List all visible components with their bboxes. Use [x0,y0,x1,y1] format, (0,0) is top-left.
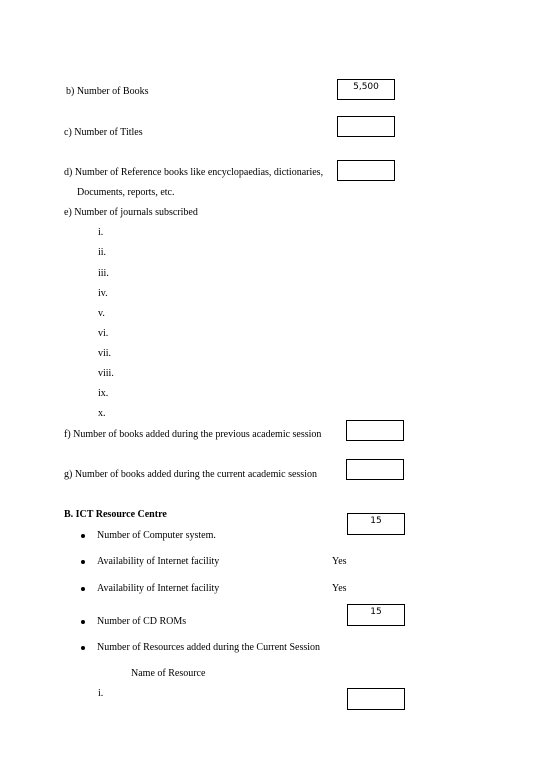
reference-label-line2: Documents, reports, etc. [77,187,175,198]
books-label: b) Number of Books [66,86,149,97]
resource-name-header: Name of Resource [131,668,206,679]
journal-item: viii. [98,368,114,379]
titles-label: c) Number of Titles [64,127,143,138]
bullet-icon [81,646,85,650]
journal-item: vi. [98,328,109,339]
resource-item-value-field[interactable] [347,688,405,710]
curr-session-value-field[interactable] [346,459,404,480]
prev-session-label: f) Number of books added during the previous academic session [64,429,322,440]
journal-item: v. [98,308,105,319]
journals-label: e) Number of journals subscribed [64,207,198,218]
journal-item: vii. [98,348,112,359]
internet-value-1: Yes [332,556,347,567]
journal-item: ix. [98,388,109,399]
journal-item: x. [98,408,106,419]
prev-session-value-field[interactable] [346,420,404,441]
journal-item: ii. [98,247,107,258]
cdroms-value-field[interactable]: 15 [347,604,405,626]
reference-label-line1: d) Number of Reference books like encyclopaedias, dictionaries, [64,167,324,178]
books-value-field[interactable]: 5,500 [337,79,395,100]
titles-value-field[interactable] [337,116,395,137]
resources-label: Number of Resources added during the Current Session [97,642,321,653]
bullet-icon [81,587,85,591]
internet-label-2: Availability of Internet facility [97,583,220,594]
ict-section-heading: B. ICT Resource Centre [64,509,167,520]
computers-value-field[interactable]: 15 [347,513,405,535]
internet-label-1: Availability of Internet facility [97,556,220,567]
journal-item: i. [98,227,104,238]
bullet-icon [81,534,85,538]
cdroms-label: Number of CD ROMs [97,616,187,627]
journal-item: iv. [98,288,108,299]
journal-item: iii. [98,268,109,279]
bullet-icon [81,620,85,624]
computers-label: Number of Computer system. [97,530,216,541]
reference-value-field[interactable] [337,160,395,181]
bullet-icon [81,560,85,564]
resource-item: i. [98,688,104,699]
internet-value-2: Yes [332,583,347,594]
curr-session-label: g) Number of books added during the current academic session [64,469,317,480]
